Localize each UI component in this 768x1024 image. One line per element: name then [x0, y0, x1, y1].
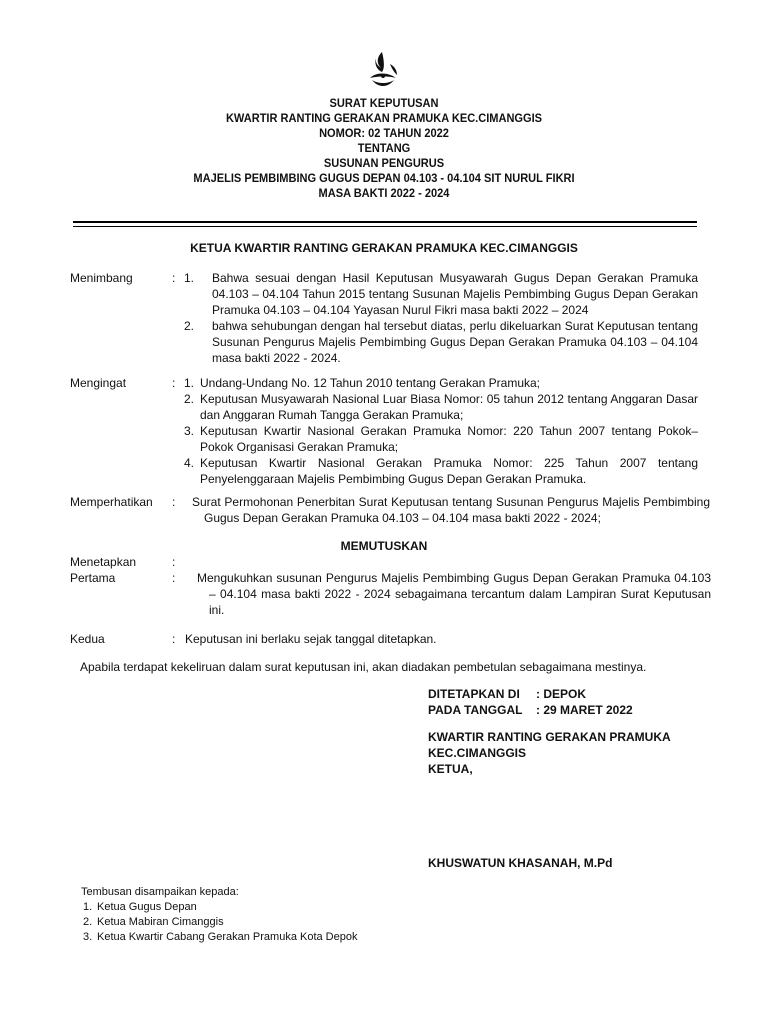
chief-title: KETUA KWARTIR RANTING GERAKAN PRAMUKA KEC.CIMANGGIS	[190, 241, 578, 255]
signature-organization	[428, 729, 671, 777]
list-item	[184, 375, 698, 391]
list-item-text: Undang-Undang No. 12 Tahun 2010 tentang Gerakan Pramuka;	[200, 376, 541, 390]
kedua-colon: :	[172, 632, 176, 646]
signatory-name: KHUSWATUN KHASANAH, M.Pd	[428, 856, 613, 870]
signature-role: KETUA,	[428, 762, 473, 776]
place-value: : DEPOK	[536, 687, 587, 701]
header-period: MASA BAKTI 2022 - 2024	[318, 186, 450, 200]
list-item-number: 2.	[184, 392, 195, 406]
list-item	[81, 930, 357, 945]
closing-statement: Apabila terdapat kekeliruan dalam surat keputusan ini, akan diadakan pembetulan sebagaimana mestinya.	[80, 660, 647, 674]
memperhatikan-colon: :	[172, 495, 176, 509]
menimbang-colon: :	[172, 271, 176, 285]
list-item-number: 1.	[83, 901, 93, 913]
menetapkan-label: Menetapkan	[70, 555, 137, 569]
list-item-text: Keputusan Kwartir Nasional Gerakan Pramuka Nomor: 220 Tahun 2007 tentang Pokok–Pokok Organisasi Gerakan Pramuka;	[200, 424, 698, 454]
list-item-number: 3.	[184, 424, 195, 438]
list-item-text: bahwa sehubungan dengan hal tersebut diatas, perlu dikeluarkan Surat Keputusan tentang Susunan Pengurus Majelis Pembimbing Gugus Depan Gerakan Pramuka 04.103 – 04.104 masa bakti 2022 - 2024.	[212, 319, 698, 365]
header-subject-detail: MAJELIS PEMBIMBING GUGUS DEPAN 04.103 - 04.104 SIT NURUL FIKRI	[193, 171, 575, 185]
list-item-text: Keputusan Musyawarah Nasional Luar Biasa Nomor: 05 tahun 2012 tentang Anggaran Dasar dan Anggaran Rumah Tangga Gerakan Pramuka;	[200, 392, 698, 422]
header-about: TENTANG	[357, 141, 411, 155]
signature-date-row	[428, 702, 633, 718]
list-item	[184, 318, 698, 366]
date-label: PADA TANGGAL	[428, 703, 523, 717]
list-item-text: Ketua Mabiran Cimanggis	[97, 916, 224, 928]
memperhatikan-text: Surat Permohonan Penerbitan Surat Keputusan tentang Susunan Pengurus Majelis Pembimbing Gugus Depan Gerakan Pramuka 04.103 – 04.104 masa bakti 2022 - 2024;	[192, 495, 710, 525]
header-organization: KWARTIR RANTING GERAKAN PRAMUKA KEC.CIMANGGIS	[225, 111, 543, 125]
date-value: : 29 MARET 2022	[536, 703, 633, 717]
tembusan-block	[81, 885, 357, 945]
list-item-text: Bahwa sesuai dengan Hasil Keputusan Musyawarah Gugus Depan Gerakan Pramuka 04.103 – 04.104 Tahun 2015 tentang Susunan Majelis Pembimbing Gugus Depan Gerakan Pramuka 04.103 – 04.104 Yayasan Nurul Fikri masa bakti 2022 – 2024	[212, 271, 698, 317]
list-item-number: 2.	[184, 319, 195, 333]
kedua-label: Kedua	[70, 632, 105, 646]
signature-place-row	[428, 686, 633, 702]
list-item	[184, 391, 698, 423]
pertama-text: Mengukuhkan susunan Pengurus Majelis Pembimbing Gugus Depan Gerakan Pramuka 04.103 – 04.104 masa bakti 2022 - 2024 sebagaimana tercantum dalam Lampiran Surat Keputusan ini.	[197, 571, 711, 617]
list-item	[81, 915, 357, 930]
pertama-label: Pertama	[70, 571, 116, 585]
mengingat-list	[184, 375, 698, 487]
signature-block	[428, 686, 633, 718]
mengingat-label: Mengingat	[70, 376, 127, 390]
menimbang-list	[184, 270, 698, 366]
document-header	[0, 96, 768, 201]
tembusan-title: Tembusan disampaikan kepada:	[81, 886, 239, 898]
mengingat-colon: :	[172, 376, 176, 390]
signature-org-line2: KEC.CIMANGGIS	[428, 746, 527, 760]
header-divider-thin	[73, 226, 697, 227]
list-item-text: Keputusan Kwartir Nasional Gerakan Pramuka Nomor: 225 Tahun 2007 tentang Penyelenggaraan Majelis Pembimbing Gugus Depan Gerakan Pramuka.	[200, 456, 698, 486]
memperhatikan-label: Memperhatikan	[70, 495, 153, 509]
header-number: NOMOR: 02 TAHUN 2022	[319, 126, 449, 140]
list-item	[184, 423, 698, 455]
signature-org-line1: KWARTIR RANTING GERAKAN PRAMUKA	[428, 730, 671, 744]
list-item	[184, 270, 698, 318]
tunas-kelapa-logo-icon	[366, 50, 400, 92]
header-title: SURAT KEPUTUSAN	[329, 96, 439, 110]
menetapkan-colon: :	[172, 555, 176, 569]
menimbang-label: Menimbang	[70, 271, 133, 285]
pertama-colon: :	[172, 571, 176, 585]
list-item-text: Ketua Kwartir Cabang Gerakan Pramuka Kota Depok	[97, 931, 358, 943]
list-item-number: 4.	[184, 456, 195, 470]
list-item	[81, 900, 357, 915]
list-item-number: 1.	[184, 271, 195, 285]
list-item-number: 3.	[83, 931, 93, 943]
header-divider-thick	[73, 221, 697, 223]
kedua-text: Keputusan ini berlaku sejak tanggal ditetapkan.	[185, 632, 437, 646]
memutuskan-heading: MEMUTUSKAN	[340, 539, 428, 553]
list-item	[184, 455, 698, 487]
header-subject: SUSUNAN PENGURUS	[323, 156, 445, 170]
list-item-number: 1.	[184, 376, 195, 390]
list-item-text: Ketua Gugus Depan	[97, 901, 197, 913]
place-label: DITETAPKAN DI	[428, 687, 520, 701]
list-item-number: 2.	[83, 916, 93, 928]
